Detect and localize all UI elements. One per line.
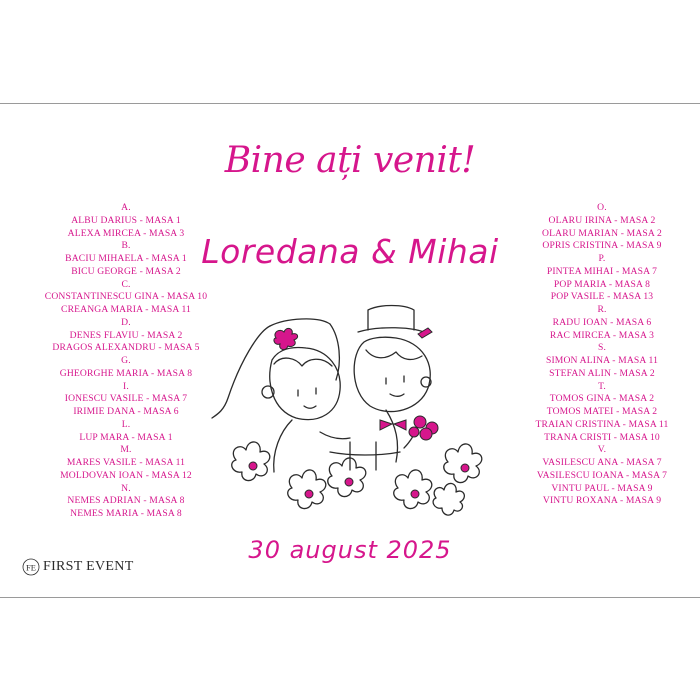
guest-entry: DRAGOS ALEXANDRU - MASA 5 xyxy=(52,342,200,354)
guest-entry: TOMOS MATEI - MASA 2 xyxy=(546,406,658,417)
guest-entry: OPRIS CRISTINA - MASA 9 xyxy=(542,240,662,252)
bride-groom-illustration xyxy=(200,302,500,527)
svg-text:FE: FE xyxy=(26,562,36,573)
guest-entry: DENES FLAVIU - MASA 2 xyxy=(69,329,183,341)
guest-entry: SIMON ALINA - MASA 11 xyxy=(545,355,659,366)
guest-entry: STEFAN ALIN - MASA 2 xyxy=(549,367,655,379)
guest-entry: IRIMIE DANA - MASA 6 xyxy=(73,406,179,417)
guest-list-right xyxy=(502,202,700,508)
section-letter: G. xyxy=(121,355,131,366)
guest-entry: OLARU MARIAN - MASA 2 xyxy=(542,227,662,239)
section-letter: B. xyxy=(121,240,131,252)
section-letter: S. xyxy=(597,342,607,354)
guest-entry: IONESCU VASILE - MASA 7 xyxy=(64,393,188,405)
guest-entry: RAC MIRCEA - MASA 3 xyxy=(549,329,655,341)
brand xyxy=(22,558,134,576)
flowers-outline xyxy=(232,442,482,515)
guest-entry: VINTU ROXANA - MASA 9 xyxy=(542,495,662,507)
bouquet-rose xyxy=(414,416,426,428)
section-letter: D. xyxy=(121,316,131,328)
guest-entry: BACIU MIHAELA - MASA 1 xyxy=(65,253,187,264)
groom-hat xyxy=(368,306,414,331)
hat-bow xyxy=(418,328,432,338)
event-date: 30 august 2025 xyxy=(248,536,452,564)
guest-entry: TRAIAN CRISTINA - MASA 11 xyxy=(535,418,669,430)
guest-entry: ALBU DARIUS - MASA 1 xyxy=(71,214,181,226)
first-event-logo-icon xyxy=(22,558,40,576)
guest-entry: PINTEA MIHAI - MASA 7 xyxy=(546,265,658,277)
brand-name: FIRST EVENT xyxy=(43,559,134,574)
welcome-heading: Bine ați venit! xyxy=(224,140,476,181)
section-letter: R. xyxy=(597,304,607,315)
section-letter: A. xyxy=(121,202,131,213)
guest-entry: POP VASILE - MASA 13 xyxy=(550,291,654,303)
section-letter: V. xyxy=(597,444,607,456)
bride-body xyxy=(274,420,292,472)
guest-entry: MARES VASILE - MASA 11 xyxy=(66,457,186,468)
section-letter: P. xyxy=(598,253,606,264)
guest-entry: RADU IOAN - MASA 6 xyxy=(552,316,652,328)
guest-entry: CREANGA MARIA - MASA 11 xyxy=(61,304,191,315)
bride-head xyxy=(270,348,340,420)
guest-entry: TRANA CRISTI - MASA 10 xyxy=(544,431,660,443)
bride-veil-left xyxy=(212,326,270,418)
guest-entry: OLARU IRINA - MASA 2 xyxy=(548,214,656,226)
guest-entry: VASILESCU IOANA - MASA 7 xyxy=(536,469,668,481)
section-letter: T. xyxy=(598,380,606,392)
guest-entry: ALEXA MIRCEA - MASA 3 xyxy=(67,227,185,239)
couple-names: Loredana & Mihai xyxy=(201,232,499,271)
guest-entry: TOMOS GINA - MASA 2 xyxy=(549,393,655,405)
section-letter: O. xyxy=(597,202,607,213)
guest-entry: POP MARIA - MASA 8 xyxy=(553,278,651,290)
guest-entry: MOLDOVAN IOAN - MASA 12 xyxy=(60,469,192,481)
guest-entry: VINTU PAUL - MASA 9 xyxy=(551,482,653,494)
section-letter: I. xyxy=(123,380,129,392)
section-letter: N. xyxy=(121,482,131,494)
bride-hair-flower xyxy=(274,328,298,349)
guest-entry: NEMES MARIA - MASA 8 xyxy=(70,508,182,519)
guest-entry: NEMES ADRIAN - MASA 8 xyxy=(67,495,185,507)
section-letter: L. xyxy=(121,418,131,430)
guest-entry: CONSTANTINESCU GINA - MASA 10 xyxy=(44,291,208,303)
seating-card xyxy=(0,103,700,598)
section-letter: C. xyxy=(121,278,131,290)
guest-entry: LUP MARA - MASA 1 xyxy=(79,431,173,443)
guest-entry: GHEORGHE MARIA - MASA 8 xyxy=(59,367,193,379)
groom-head xyxy=(354,337,430,411)
section-letter: M. xyxy=(120,444,132,456)
guest-entry: BICU GEORGE - MASA 2 xyxy=(71,265,181,277)
guest-entry: VASILESCU ANA - MASA 7 xyxy=(542,457,662,468)
